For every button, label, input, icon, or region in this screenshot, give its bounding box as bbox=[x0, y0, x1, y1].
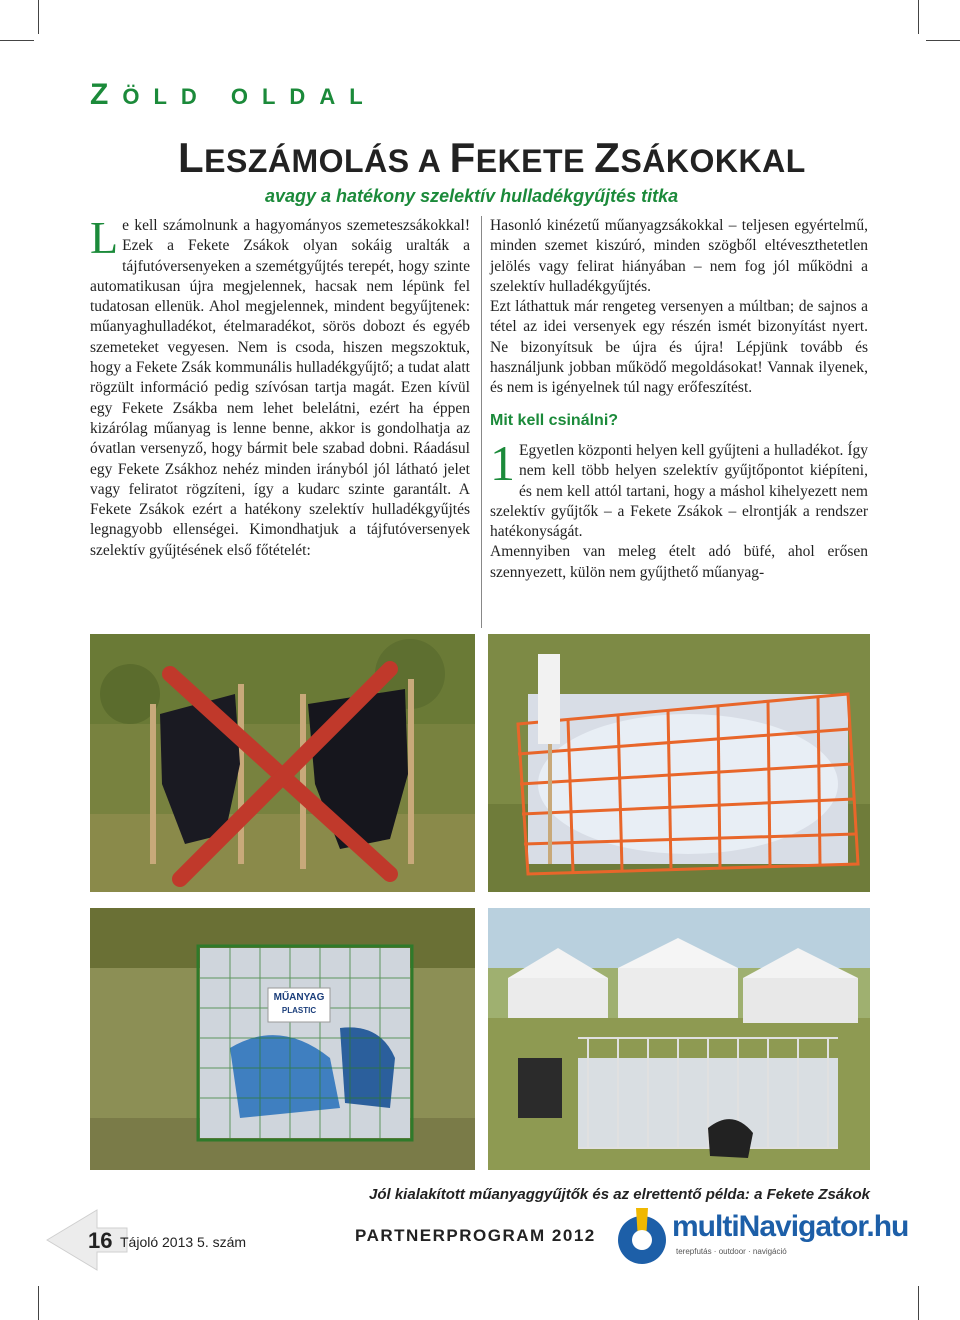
title-part: SÁKOKKAL bbox=[620, 143, 806, 179]
crop-mark bbox=[0, 40, 34, 41]
photo-orange-fence bbox=[488, 634, 870, 892]
photo-tents-image bbox=[488, 908, 870, 1170]
left-paragraph bbox=[90, 212, 470, 561]
right-paragraph-4: Amennyiben van meleg ételt adó büfé, ahol erősen szennyezett, külön nem gyűjthető műanyag- bbox=[490, 543, 868, 581]
title-cap: Z bbox=[594, 134, 621, 181]
footer-arrow-graphic bbox=[42, 1200, 132, 1280]
right-paragraph-2: Ezt láthattuk már rengeteg versenyen a múltban; de sajnos a tétel az idei versenyek egy részén ismét bizonyítást nyert. Ne bizonyítsuk be újra és újra! Lépjünk tovább és használjunk jobban működő megoldásokat! Vannak ilyenek, és nem is igényelnek túl nagy erőfeszítést. bbox=[490, 298, 868, 397]
photo-mesh-container bbox=[90, 908, 475, 1170]
multinavigator-logo: multiNavigator.hu bbox=[672, 1210, 909, 1243]
left-text: e kell számolnunk a hagyományos szemeteszsákokkal! Ezek a Fekete Zsákok olyan sokáig uralták a tájfutóversenyeken a szemétgyűjtés terepét, hogy szinte automatikusan újra megjelennek, hacsak nem lépünk fel tudatosan ellenük. Ahol megjelennek, mindent begyűjtenek: műanyaghulladékot, ételmaradékot, sörös dobozt és egyéb szemeteket vegyesen. Nem is csoda, hiszen megszoktuk, hogy a Fekete Zsák kommunális hulladékgyűjtő; a tudat alatt rögzült információ pedig szívósan tartja magát. Ezen kívül egy Fekete Zsákba nem lehet belelátni, ezért ha éppen kizárólag műanyag is lenne benne, akkor is gondolhatja az óvatlan versenyző, hogy bármit bele szabad dobni. Ráadásul egy Fekete Zsákhoz nehéz minden irányból jól látható jelet vagy feliratot rögzíteni, így a kudarc szinte garantált. A Fekete Zsákok ezért a hatékony szelektív hulladékgyűjtés legnagyobb ellenségei. Kimondhatjuk a tájfutóversenyek szelektív gyűjtésének első főtételét: bbox=[90, 217, 470, 559]
sign-line-1: MŰANYAG bbox=[273, 992, 325, 1003]
article-subtitle: avagy a hatékony szelektív hulladékgyűjtés titka bbox=[265, 186, 679, 206]
magazine-issue: Tájoló 2013 5. szám bbox=[120, 1234, 247, 1250]
column-divider bbox=[481, 216, 482, 628]
section-rest: ÖLD OLDAL bbox=[122, 84, 377, 109]
section-initial: Z bbox=[90, 78, 123, 111]
right-paragraph-3 bbox=[490, 434, 868, 542]
crop-mark bbox=[38, 0, 39, 34]
right-column bbox=[490, 216, 868, 583]
section-heading: Mit kell csinálni? bbox=[490, 411, 619, 429]
drop-number: 1 bbox=[490, 434, 515, 491]
partner-program: PARTNERPROGRAM 2012 bbox=[355, 1226, 596, 1245]
article-title bbox=[178, 134, 878, 182]
sign-line-2: PLASTIC bbox=[281, 1006, 317, 1015]
section-label bbox=[90, 78, 377, 112]
photo-mesh-image bbox=[90, 908, 475, 1170]
photo-tents-fence bbox=[488, 908, 870, 1170]
crop-mark bbox=[918, 1286, 919, 1320]
crop-mark bbox=[38, 1286, 39, 1320]
page-number: 16 bbox=[88, 1228, 113, 1253]
compass-logo-icon bbox=[612, 1200, 672, 1270]
title-cap: L bbox=[178, 134, 205, 181]
logo-tagline: terepfutás · outdoor · navigáció bbox=[676, 1247, 787, 1256]
photo-black-bags-image bbox=[90, 634, 475, 892]
photo-black-bags bbox=[90, 634, 475, 892]
right-text: Egyetlen központi helyen kell gyűjteni a hulladékot. Így nem kell több helyen szelektív gyűjtőpontot kiépíteni, és nem kell attól tartani, hogy a máshol kihelyezett nem szelektív gyűjtők – a Fekete Zsákok – elrontják a rendszer hatékonyságát. bbox=[490, 441, 868, 541]
photo-orange-fence-image bbox=[488, 634, 870, 892]
title-part: ESZÁMOLÁS A bbox=[204, 143, 450, 179]
title-cap: F bbox=[449, 134, 476, 181]
right-paragraph-1: Hasonló kinézetű műanyagzsákokkal – teljesen egyértelmű, minden szemet kiszúró, minden szögből eltéveszthetetlen jelölés vagy felirat hiányában – nem fog jól működni a szelektív hulladékgyűjtés. bbox=[490, 217, 868, 295]
title-part: EKETE bbox=[475, 143, 595, 179]
crop-mark bbox=[918, 0, 919, 34]
drop-cap: L bbox=[90, 212, 119, 263]
photo-caption: Jól kialakított műanyaggyűjtők és az elrettentő példa: a Fekete Zsákok bbox=[369, 1186, 870, 1203]
left-column bbox=[90, 212, 470, 561]
crop-mark bbox=[926, 40, 960, 41]
